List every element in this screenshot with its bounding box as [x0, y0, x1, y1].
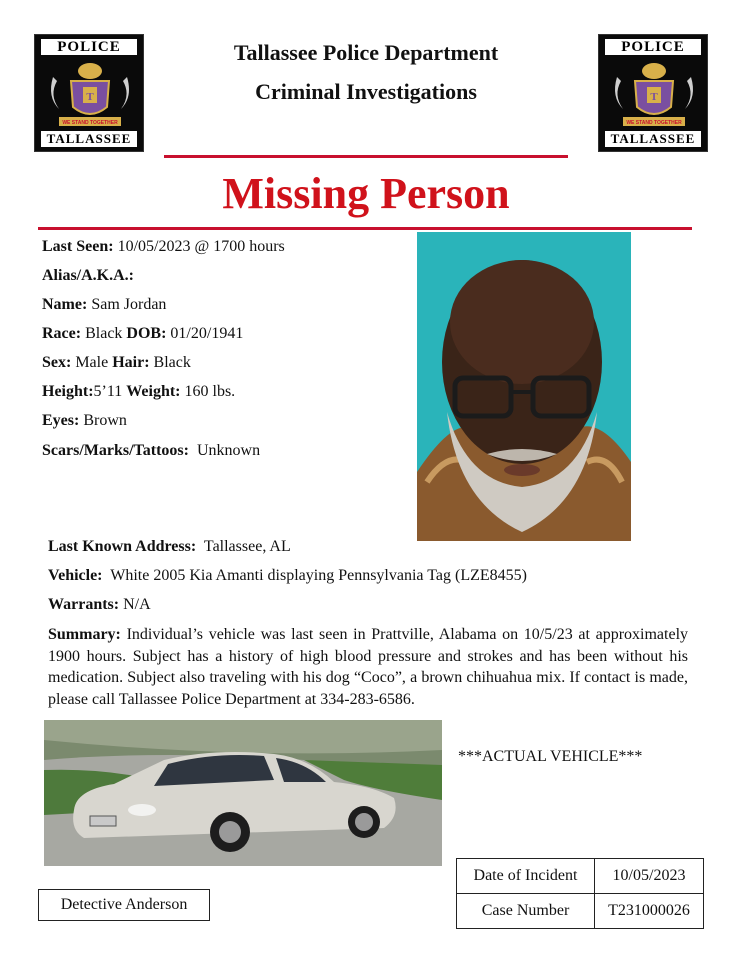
- sex-hair-line: Sex: Male Hair: Black: [42, 354, 191, 371]
- badge-motto: WE STAND TOGETHER: [62, 120, 118, 126]
- division-name: Criminal Investigations: [255, 79, 477, 104]
- name-line: Name: Sam Jordan: [42, 296, 167, 313]
- detective-box: Detective Anderson: [38, 889, 210, 921]
- warrants-line: Warrants: N/A: [48, 596, 151, 613]
- svg-text:T: T: [650, 91, 658, 103]
- svg-text:T: T: [86, 91, 94, 103]
- summary-paragraph: Summary: Individual’s vehicle was last seen in Prattville, Alabama on 10/5/23 at approximately 1900 hours. Subject has a history of high blood pressure and strokes and has been without his medication. Subject also traveling with his dog “Coco”, a brown chihuahua mix. If contact is made, please call Tallassee Police Department at 334-283-6586.: [48, 626, 689, 708]
- last-seen-line: Last Seen: 10/05/2023 @ 1700 hours: [42, 238, 285, 255]
- header-rule: [164, 155, 568, 158]
- page-title: Missing Person: [222, 169, 510, 218]
- vehicle-photo: [44, 720, 442, 866]
- department-name: Tallassee Police Department: [233, 40, 499, 65]
- scars-line: Scars/Marks/Tattoos: Unknown: [42, 442, 261, 459]
- alias-line: Alias/A.K.A.:: [42, 267, 134, 284]
- incident-table: [456, 858, 704, 929]
- badge-bottom-text: TALLASSEE: [41, 131, 137, 147]
- case-number-label: Case Number: [457, 894, 595, 929]
- badge-top-text: POLICE: [41, 39, 137, 55]
- address-line: Last Known Address: Tallassee, AL: [48, 538, 291, 555]
- badge-crest-icon: [609, 57, 699, 129]
- badge-bottom-text: TALLASSEE: [605, 131, 701, 147]
- table-row: [457, 859, 704, 894]
- date-of-incident-value: 10/05/2023: [595, 859, 704, 894]
- race-dob-line: Race: Black DOB: 01/20/1941: [42, 325, 244, 342]
- badge-crest-icon: [45, 57, 135, 129]
- height-weight-line: Height:5’11 Weight: 160 lbs.: [42, 383, 236, 400]
- date-of-incident-label: Date of Incident: [457, 859, 595, 894]
- title-rule: [38, 227, 692, 230]
- missing-person-photo: [417, 232, 631, 541]
- badge-motto: WE STAND TOGETHER: [626, 120, 682, 126]
- vehicle-line: Vehicle: White 2005 Kia Amanti displaying Pennsylvania Tag (LZE8455): [48, 567, 527, 584]
- police-badge-left: [34, 34, 144, 152]
- police-badge-right: [598, 34, 708, 152]
- case-number-value: T231000026: [595, 894, 704, 929]
- badge-top-text: POLICE: [605, 39, 701, 55]
- table-row: [457, 894, 704, 929]
- actual-vehicle-caption: ***ACTUAL VEHICLE***: [458, 748, 643, 765]
- eyes-line: Eyes: Brown: [42, 412, 127, 429]
